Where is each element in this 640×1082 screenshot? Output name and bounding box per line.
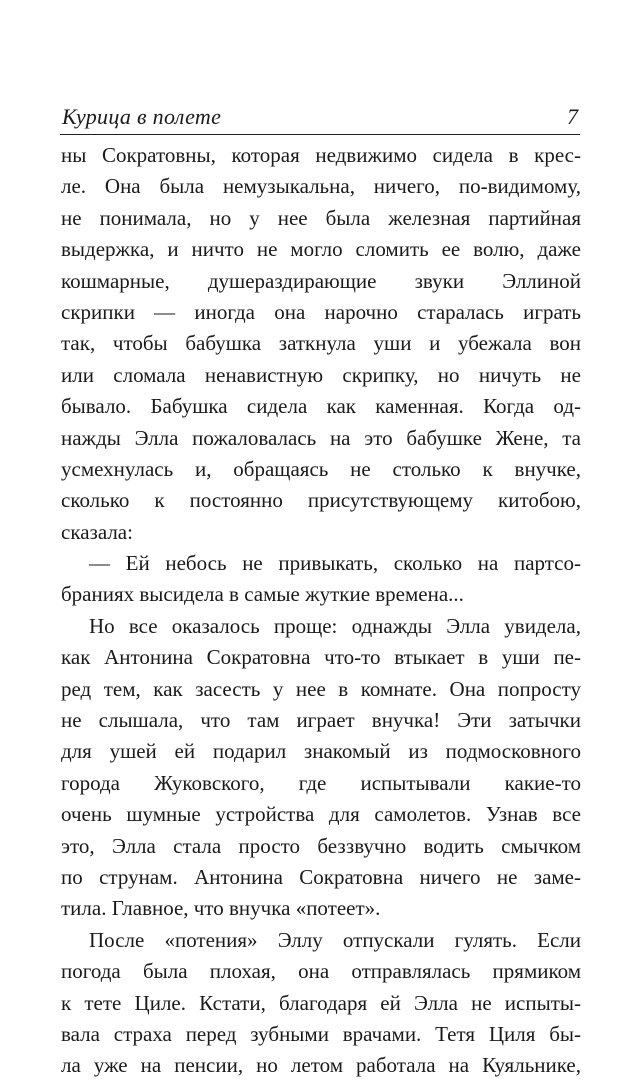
text-line: вала страха перед зубными врачами. Тетя Циля бы- (61, 1021, 581, 1046)
text-line: бывало. Бабушка сидела как каменная. Когда од- (61, 394, 581, 419)
text-line: это, Элла стала просто беззвучно водить смычком (61, 833, 581, 858)
body-text (61, 140, 581, 1082)
text-line: очень шумные устройства для самолетов. Узнав все (61, 802, 581, 827)
text-line: кошмарные, душераздирающие звуки Эллиной (61, 268, 581, 293)
text-line: по струнам. Антонина Сократовна ничего не заме- (61, 864, 581, 889)
text-line: ред тем, как засесть у нее в комнате. Она попросту (61, 676, 581, 701)
text-line: или сломала ненавистную скрипку, но ничуть не (61, 362, 581, 387)
page-header (60, 100, 580, 135)
text-line: ла уже на пенсии, но летом работала на Куяльнике, (61, 1053, 581, 1078)
text-line: для ушей ей подарил знакомый из подмосковного (61, 739, 581, 764)
text-line: скрипки — иногда она нарочно старалась играть (61, 299, 581, 324)
text-line: ле. Она была немузыкальна, ничего, по-видимому, (61, 174, 581, 199)
text-line: ны Сократовны, которая недвижимо сидела в крес- (61, 143, 581, 167)
text-line: усмехнулась и, обращаясь не столько к внучке, (61, 456, 581, 481)
text-line: не понимала, но у нее была железная партийная (61, 205, 581, 230)
text-line: выдержка, и ничто не могло сломить ее волю, даже (61, 237, 581, 262)
page-number: 7 (567, 104, 578, 129)
text-line: города Жуковского, где испытывали какие-то (61, 770, 581, 795)
text-line: После «потения» Эллу отпускали гулять. Если (89, 927, 581, 952)
text-line: так, чтобы бабушка заткнула уши и убежала вон (61, 331, 581, 356)
text-line: браниях высидела в самые жуткие времена... (61, 582, 464, 607)
text-line: нажды Элла пожаловалась на это бабушке Жене, та (61, 425, 581, 450)
text-line: — Ей небось не привыкать, сколько на партсо- (89, 551, 581, 576)
text-line: Но все оказалось проще: однажды Элла увидела, (89, 613, 581, 638)
text-line: сказала: (61, 519, 133, 544)
running-title: Курица в полете (62, 104, 222, 129)
text-line: сколько к постоянно присутствующему китобою, (61, 488, 581, 513)
text-line: к тете Циле. Кстати, благодаря ей Элла не испыты- (61, 990, 581, 1015)
text-line: как Антонина Сократовна что-то втыкает в уши пе- (61, 645, 581, 670)
text-line: тила. Главное, что внучка «потеет». (61, 896, 381, 921)
text-line: не слышала, что там играет внучка! Эти затычки (61, 708, 581, 733)
text-line: погода была плохая, она отправлялась прямиком (61, 959, 581, 984)
